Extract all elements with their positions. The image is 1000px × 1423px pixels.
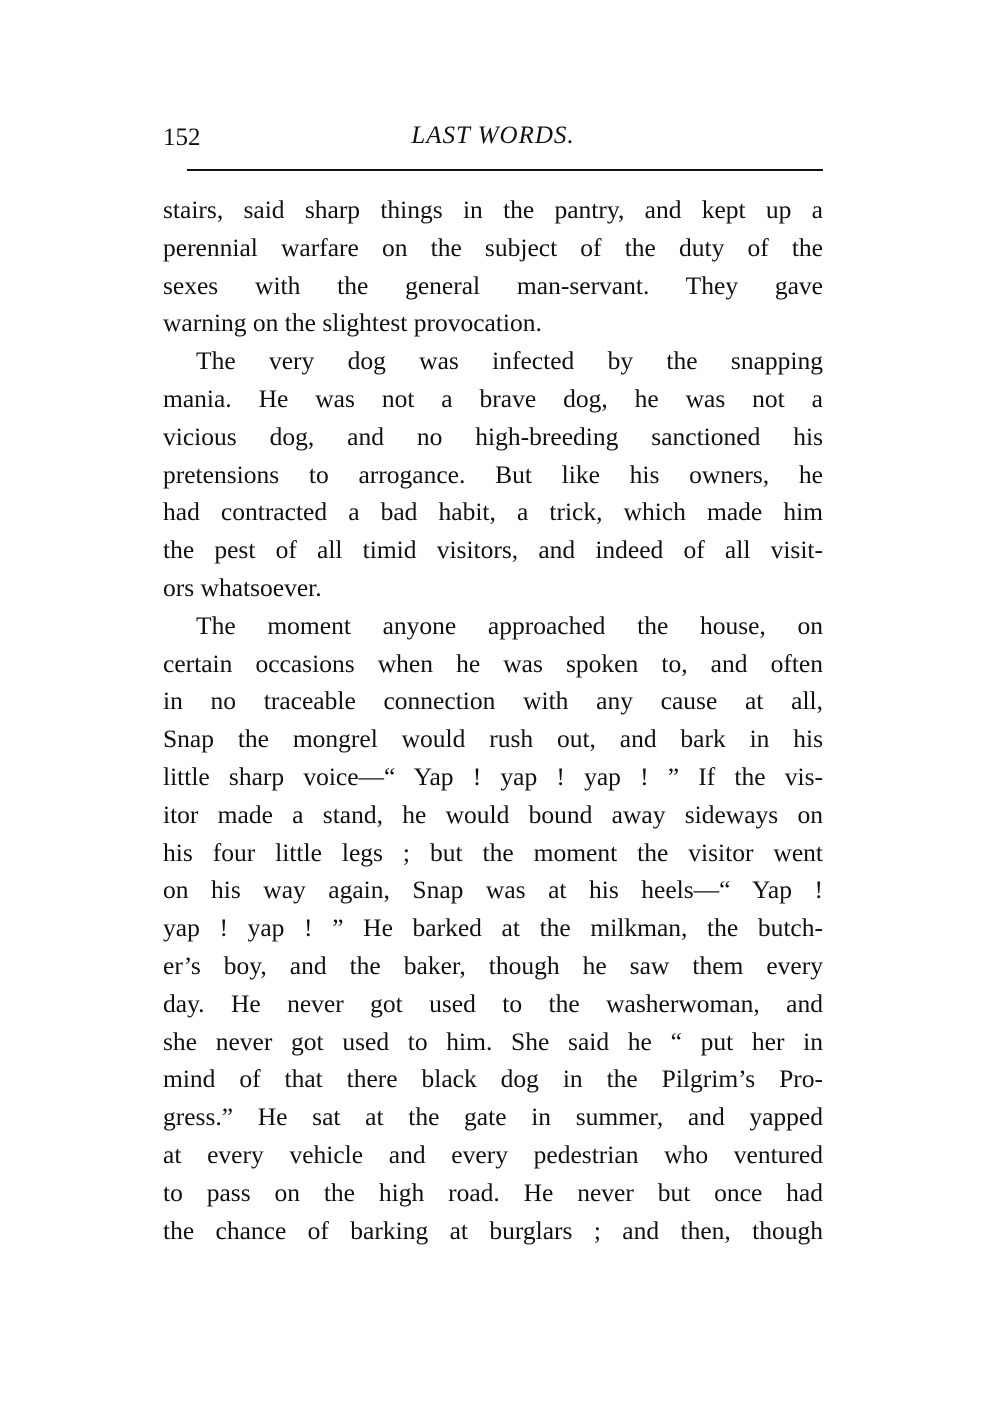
text-line: sexes with the general man-servant. They gave (163, 270, 823, 300)
text-line: to pass on the high road. He never but once had (163, 1177, 823, 1207)
text-line: perennial warfare on the subject of the duty of the (163, 232, 823, 262)
text-line: itor made a stand, he would bound away sideways on (163, 799, 823, 829)
text-line: little sharp voice—“ Yap ! yap ! yap ! ” If the vis- (163, 761, 823, 791)
page-body (163, 191, 823, 1249)
text-line: gress.” He sat at the gate in summer, and yapped (163, 1102, 823, 1132)
text-line: yap ! yap ! ” He barked at the milkman, the butch- (163, 913, 823, 943)
text-line: day. He never got used to the washerwoman, and (163, 988, 823, 1018)
text-line: vicious dog, and no high-breeding sanctioned his (163, 421, 823, 451)
text-line: in no traceable connection with any cause at all, (163, 686, 823, 716)
text-line: The moment anyone approached the house, on (196, 610, 823, 640)
text-line: mania. He was not a brave dog, he was not a (163, 383, 823, 413)
text-line: the pest of all timid visitors, and indeed of all visit- (163, 535, 823, 565)
text-line: she never got used to him. She said he “ put her in (163, 1026, 823, 1056)
text-line: er’s boy, and the baker, though he saw them every (163, 950, 823, 980)
text-line: his four little legs ; but the moment the visitor went (163, 837, 823, 867)
text-line: warning on the slightest provocation. (163, 308, 542, 338)
text-line: Snap the mongrel would rush out, and bark in his (163, 724, 823, 754)
text-line: on his way again, Snap was at his heels—“ Yap ! (163, 875, 823, 905)
header-rule (187, 169, 823, 171)
text-line: pretensions to arrogance. But like his owners, he (163, 459, 823, 489)
text-line: mind of that there black dog in the Pilgrim’s Pro- (163, 1064, 823, 1094)
text-line: the chance of barking at burglars ; and then, though (163, 1215, 823, 1245)
text-line: stairs, said sharp things in the pantry, and kept up a (163, 195, 823, 224)
text-line: ors whatsoever. (163, 572, 322, 602)
text-line: at every vehicle and every pedestrian who ventured (163, 1139, 823, 1169)
running-title: LAST WORDS. (411, 122, 575, 149)
text-line: certain occasions when he was spoken to, and often (163, 648, 823, 678)
text-line: The very dog was infected by the snapping (196, 346, 823, 376)
text-line: had contracted a bad habit, a trick, which made him (163, 497, 823, 527)
page-number: 152 (163, 124, 201, 151)
